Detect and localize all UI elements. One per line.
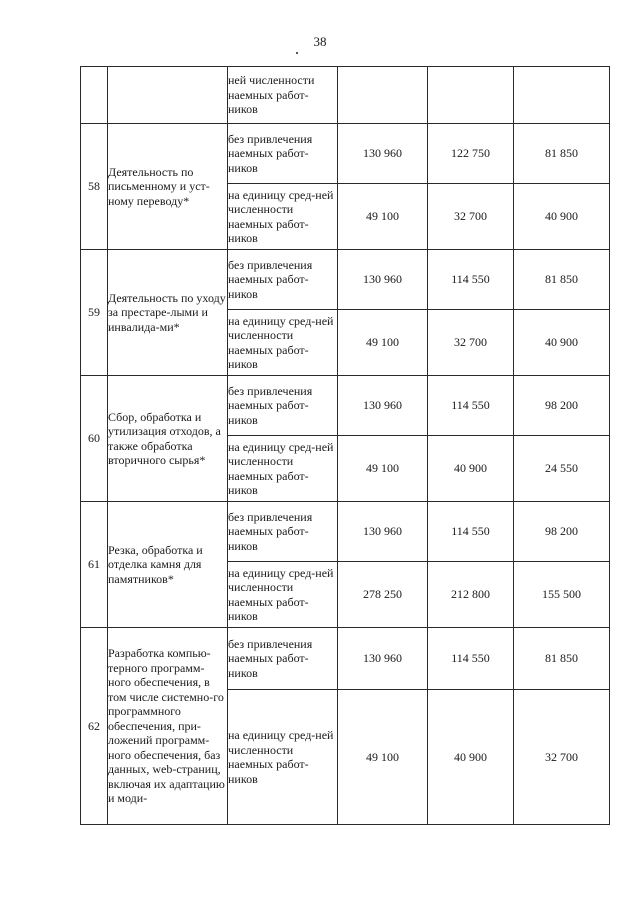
value-cell: 130 960	[338, 124, 428, 184]
value-cell: 278 250	[338, 562, 428, 628]
value-cell: 49 100	[338, 310, 428, 376]
condition-cell: на единицу сред-ней численности наемных работ-ников	[228, 310, 338, 376]
value-cell: 49 100	[338, 436, 428, 502]
value-cell: 81 850	[514, 628, 610, 690]
value-cell: 114 550	[428, 628, 514, 690]
condition-cell: без привлечения наемных работ-ников	[228, 250, 338, 310]
value-cell: 122 750	[428, 124, 514, 184]
value-cell: 24 550	[514, 436, 610, 502]
value-cell: 40 900	[428, 690, 514, 825]
value-cell: 81 850	[514, 124, 610, 184]
value-cell: 40 900	[514, 184, 610, 250]
condition-cell: на единицу сред-ней численности наемных работ-ников	[228, 436, 338, 502]
value-cell: 49 100	[338, 690, 428, 825]
value-cell: 32 700	[514, 690, 610, 825]
condition-cell: на единицу сред-ней численности наемных работ-ников	[228, 562, 338, 628]
value-cell: 81 850	[514, 250, 610, 310]
value-cell	[428, 67, 514, 124]
condition-cell: без привлечения наемных работ-ников	[228, 502, 338, 562]
row-number-cell: 58	[81, 124, 108, 250]
value-cell: 114 550	[428, 250, 514, 310]
row-number-cell: 60	[81, 376, 108, 502]
condition-cell: без привлечения наемных работ-ников	[228, 124, 338, 184]
value-cell: 212 800	[428, 562, 514, 628]
value-cell: 32 700	[428, 310, 514, 376]
value-cell: 49 100	[338, 184, 428, 250]
activity-cell: Резка, обработка и отделка камня для памятников*	[108, 502, 228, 628]
activity-cell: Разработка компью-терного программ-ного обеспечения, в том числе системно-го программного обеспечения, при-ложений программ-ного обеспечения, баз данных, web-страниц, включая их адаптацию и моди-	[108, 628, 228, 825]
value-cell: 40 900	[514, 310, 610, 376]
table-row	[81, 250, 610, 310]
row-number-cell	[81, 67, 108, 124]
condition-cell: ней численности наемных работ-ников	[228, 67, 338, 124]
activity-cell: Деятельность по письменному и уст-ному переводу*	[108, 124, 228, 250]
table-row	[81, 628, 610, 690]
value-cell: 40 900	[428, 436, 514, 502]
value-cell: 130 960	[338, 250, 428, 310]
value-cell: 130 960	[338, 628, 428, 690]
condition-cell: без привлечения наемных работ-ников	[228, 628, 338, 690]
scan-speck	[296, 52, 298, 54]
patent-tax-table	[80, 66, 610, 825]
condition-cell: на единицу сред-ней численности наемных работ-ников	[228, 690, 338, 825]
page-number: 38	[313, 34, 327, 49]
value-cell: 130 960	[338, 502, 428, 562]
activity-cell: Сбор, обработка и утилизация отходов, а также обработка вторичного сырья*	[108, 376, 228, 502]
condition-cell: на единицу сред-ней численности наемных работ-ников	[228, 184, 338, 250]
activity-cell: Деятельность по уходу за престаре-лыми и инвалида-ми*	[108, 250, 228, 376]
row-number-cell: 61	[81, 502, 108, 628]
value-cell: 98 200	[514, 502, 610, 562]
value-cell	[338, 67, 428, 124]
value-cell: 98 200	[514, 376, 610, 436]
condition-cell: без привлечения наемных работ-ников	[228, 376, 338, 436]
value-cell: 114 550	[428, 376, 514, 436]
activity-cell	[108, 67, 228, 124]
value-cell: 114 550	[428, 502, 514, 562]
value-cell	[514, 67, 610, 124]
value-cell: 155 500	[514, 562, 610, 628]
table-row	[81, 502, 610, 562]
table-row	[81, 124, 610, 184]
value-cell: 130 960	[338, 376, 428, 436]
value-cell: 32 700	[428, 184, 514, 250]
row-number-cell: 62	[81, 628, 108, 825]
table-row	[81, 376, 610, 436]
table-row	[81, 67, 610, 124]
row-number-cell: 59	[81, 250, 108, 376]
